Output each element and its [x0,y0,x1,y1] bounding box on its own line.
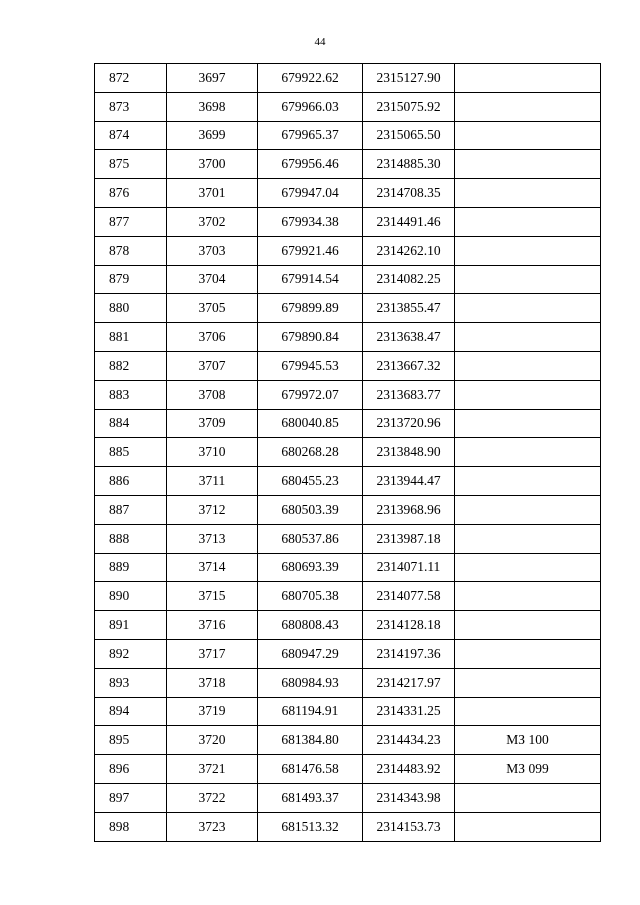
note-cell: МЗ 100 [455,726,601,755]
row-number-cell: 879 [95,265,167,294]
row-number-cell: 893 [95,668,167,697]
note-cell [455,639,601,668]
table-row [95,783,601,812]
point-id-cell: 3713 [167,524,258,553]
row-number-cell: 875 [95,150,167,179]
x-coordinate-cell: 680455.23 [258,467,363,496]
note-cell [455,553,601,582]
y-coordinate-cell: 2314331.25 [363,697,455,726]
note-cell [455,265,601,294]
row-number-cell: 876 [95,179,167,208]
y-coordinate-cell: 2313667.32 [363,351,455,380]
note-cell [455,380,601,409]
note-cell [455,236,601,265]
x-coordinate-cell: 680040.85 [258,409,363,438]
table-row [95,294,601,323]
x-coordinate-cell: 679945.53 [258,351,363,380]
table-row [95,495,601,524]
note-cell [455,582,601,611]
point-id-cell: 3712 [167,495,258,524]
note-cell [455,438,601,467]
x-coordinate-cell: 680705.38 [258,582,363,611]
table-row [95,812,601,841]
x-coordinate-cell: 679914.54 [258,265,363,294]
point-id-cell: 3718 [167,668,258,697]
table-row [95,726,601,755]
point-id-cell: 3701 [167,179,258,208]
point-id-cell: 3716 [167,611,258,640]
note-cell [455,323,601,352]
coordinates-table [94,63,601,842]
point-id-cell: 3706 [167,323,258,352]
y-coordinate-cell: 2314153.73 [363,812,455,841]
y-coordinate-cell: 2314217.97 [363,668,455,697]
row-number-cell: 887 [95,495,167,524]
point-id-cell: 3705 [167,294,258,323]
y-coordinate-cell: 2313848.90 [363,438,455,467]
y-coordinate-cell: 2314885.30 [363,150,455,179]
table-row [95,236,601,265]
x-coordinate-cell: 679934.38 [258,207,363,236]
note-cell [455,783,601,812]
x-coordinate-cell: 681384.80 [258,726,363,755]
point-id-cell: 3702 [167,207,258,236]
point-id-cell: 3714 [167,553,258,582]
row-number-cell: 872 [95,64,167,93]
y-coordinate-cell: 2315065.50 [363,121,455,150]
row-number-cell: 878 [95,236,167,265]
row-number-cell: 895 [95,726,167,755]
x-coordinate-cell: 679966.03 [258,92,363,121]
point-id-cell: 3710 [167,438,258,467]
x-coordinate-cell: 679956.46 [258,150,363,179]
table-row [95,755,601,784]
note-cell: МЗ 099 [455,755,601,784]
point-id-cell: 3720 [167,726,258,755]
table-row [95,668,601,697]
x-coordinate-cell: 679947.04 [258,179,363,208]
y-coordinate-cell: 2314483.92 [363,755,455,784]
y-coordinate-cell: 2314197.36 [363,639,455,668]
row-number-cell: 896 [95,755,167,784]
table-row [95,524,601,553]
x-coordinate-cell: 679922.62 [258,64,363,93]
x-coordinate-cell: 680984.93 [258,668,363,697]
row-number-cell: 882 [95,351,167,380]
point-id-cell: 3707 [167,351,258,380]
row-number-cell: 884 [95,409,167,438]
table-row [95,150,601,179]
table-row [95,611,601,640]
table-row [95,697,601,726]
point-id-cell: 3711 [167,467,258,496]
row-number-cell: 888 [95,524,167,553]
note-cell [455,495,601,524]
table-row [95,121,601,150]
y-coordinate-cell: 2313638.47 [363,323,455,352]
point-id-cell: 3717 [167,639,258,668]
y-coordinate-cell: 2313987.18 [363,524,455,553]
table-row [95,351,601,380]
table-row [95,323,601,352]
row-number-cell: 892 [95,639,167,668]
note-cell [455,697,601,726]
y-coordinate-cell: 2313683.77 [363,380,455,409]
note-cell [455,351,601,380]
x-coordinate-cell: 681493.37 [258,783,363,812]
note-cell [455,92,601,121]
row-number-cell: 877 [95,207,167,236]
y-coordinate-cell: 2314128.18 [363,611,455,640]
row-number-cell: 890 [95,582,167,611]
point-id-cell: 3698 [167,92,258,121]
row-number-cell: 873 [95,92,167,121]
y-coordinate-cell: 2314708.35 [363,179,455,208]
y-coordinate-cell: 2314491.46 [363,207,455,236]
x-coordinate-cell: 679972.07 [258,380,363,409]
x-coordinate-cell: 679890.84 [258,323,363,352]
point-id-cell: 3708 [167,380,258,409]
y-coordinate-cell: 2313855.47 [363,294,455,323]
x-coordinate-cell: 680808.43 [258,611,363,640]
row-number-cell: 885 [95,438,167,467]
y-coordinate-cell: 2313720.96 [363,409,455,438]
note-cell [455,611,601,640]
table-row [95,639,601,668]
note-cell [455,524,601,553]
table-row [95,207,601,236]
x-coordinate-cell: 681476.58 [258,755,363,784]
x-coordinate-cell: 681513.32 [258,812,363,841]
note-cell [455,294,601,323]
row-number-cell: 883 [95,380,167,409]
x-coordinate-cell: 680537.86 [258,524,363,553]
point-id-cell: 3719 [167,697,258,726]
x-coordinate-cell: 680503.39 [258,495,363,524]
point-id-cell: 3697 [167,64,258,93]
table-row [95,409,601,438]
note-cell [455,812,601,841]
point-id-cell: 3700 [167,150,258,179]
note-cell [455,179,601,208]
point-id-cell: 3703 [167,236,258,265]
y-coordinate-cell: 2314077.58 [363,582,455,611]
row-number-cell: 886 [95,467,167,496]
note-cell [455,121,601,150]
note-cell [455,409,601,438]
point-id-cell: 3704 [167,265,258,294]
x-coordinate-cell: 679921.46 [258,236,363,265]
y-coordinate-cell: 2313968.96 [363,495,455,524]
x-coordinate-cell: 679899.89 [258,294,363,323]
y-coordinate-cell: 2315127.90 [363,64,455,93]
x-coordinate-cell: 681194.91 [258,697,363,726]
row-number-cell: 894 [95,697,167,726]
x-coordinate-cell: 680693.39 [258,553,363,582]
point-id-cell: 3723 [167,812,258,841]
note-cell [455,467,601,496]
x-coordinate-cell: 680947.29 [258,639,363,668]
note-cell [455,64,601,93]
table-row [95,438,601,467]
point-id-cell: 3709 [167,409,258,438]
note-cell [455,150,601,179]
y-coordinate-cell: 2314343.98 [363,783,455,812]
row-number-cell: 880 [95,294,167,323]
note-cell [455,668,601,697]
table-row [95,467,601,496]
x-coordinate-cell: 679965.37 [258,121,363,150]
row-number-cell: 891 [95,611,167,640]
y-coordinate-cell: 2314434.23 [363,726,455,755]
point-id-cell: 3721 [167,755,258,784]
table-body [95,64,601,842]
y-coordinate-cell: 2314262.10 [363,236,455,265]
row-number-cell: 897 [95,783,167,812]
table-row [95,582,601,611]
table-row [95,265,601,294]
page-number: 44 [314,36,326,48]
y-coordinate-cell: 2314071.11 [363,553,455,582]
point-id-cell: 3699 [167,121,258,150]
x-coordinate-cell: 680268.28 [258,438,363,467]
y-coordinate-cell: 2314082.25 [363,265,455,294]
row-number-cell: 874 [95,121,167,150]
row-number-cell: 881 [95,323,167,352]
point-id-cell: 3722 [167,783,258,812]
row-number-cell: 898 [95,812,167,841]
y-coordinate-cell: 2313944.47 [363,467,455,496]
row-number-cell: 889 [95,553,167,582]
table-row [95,553,601,582]
table-row [95,179,601,208]
y-coordinate-cell: 2315075.92 [363,92,455,121]
table-row [95,92,601,121]
note-cell [455,207,601,236]
point-id-cell: 3715 [167,582,258,611]
table-row [95,380,601,409]
table-row [95,64,601,93]
